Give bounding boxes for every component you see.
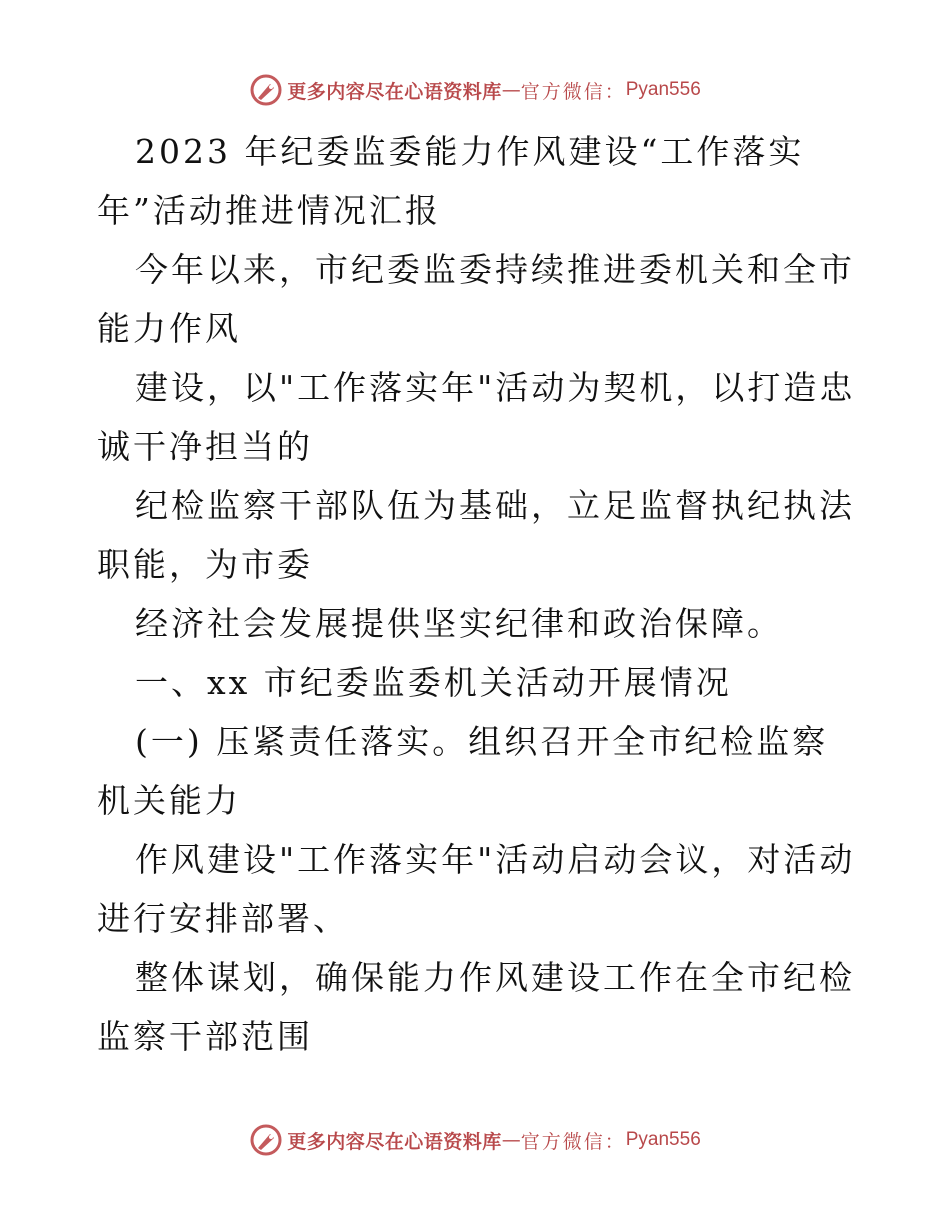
header-watermark bbox=[0, 70, 950, 110]
paragraph: 建设，以"工作落实年"活动为契机，以打造忠诚干净担当的 bbox=[97, 368, 856, 466]
section-heading: 一、xx 市纪委监委机关活动开展情况 bbox=[135, 663, 732, 702]
watermark-brand: 更多内容尽在心语资料库 bbox=[287, 1130, 502, 1153]
document-body bbox=[97, 122, 857, 1066]
watermark-wechat-id: Pyan556 bbox=[625, 79, 701, 100]
paragraph: 纪检监察干部队伍为基础，立足监督执纪执法职能，为市委 bbox=[97, 486, 855, 584]
paragraph: 作风建设"工作落实年"活动启动会议，对活动进行安排部署、 bbox=[97, 840, 856, 938]
pen-nib-logo-icon bbox=[249, 73, 283, 107]
paragraph: (一) 压紧责任落实。组织召开全市纪检监察机关能力 bbox=[97, 722, 829, 820]
pen-nib-logo-icon bbox=[249, 1123, 283, 1157]
paragraph: 今年以来，市纪委监委持续推进委机关和全市能力作风 bbox=[97, 250, 855, 348]
footer-watermark bbox=[0, 1120, 950, 1160]
paragraph: 整体谋划，确保能力作风建设工作在全市纪检监察干部范围 bbox=[97, 958, 855, 1056]
watermark-wechat-id: Pyan556 bbox=[625, 1129, 701, 1150]
watermark-label: 官方微信： bbox=[520, 80, 626, 103]
document-title: 2023 年纪委监委能力作风建设“工作落实年”活动推进情况汇报 bbox=[97, 132, 805, 230]
paragraph: 经济社会发展提供坚实纪律和政治保障。 bbox=[135, 604, 783, 643]
watermark-separator: — bbox=[501, 1129, 521, 1151]
watermark-separator: — bbox=[501, 79, 521, 101]
watermark-label: 官方微信： bbox=[520, 1130, 626, 1153]
watermark-brand: 更多内容尽在心语资料库 bbox=[287, 80, 502, 103]
